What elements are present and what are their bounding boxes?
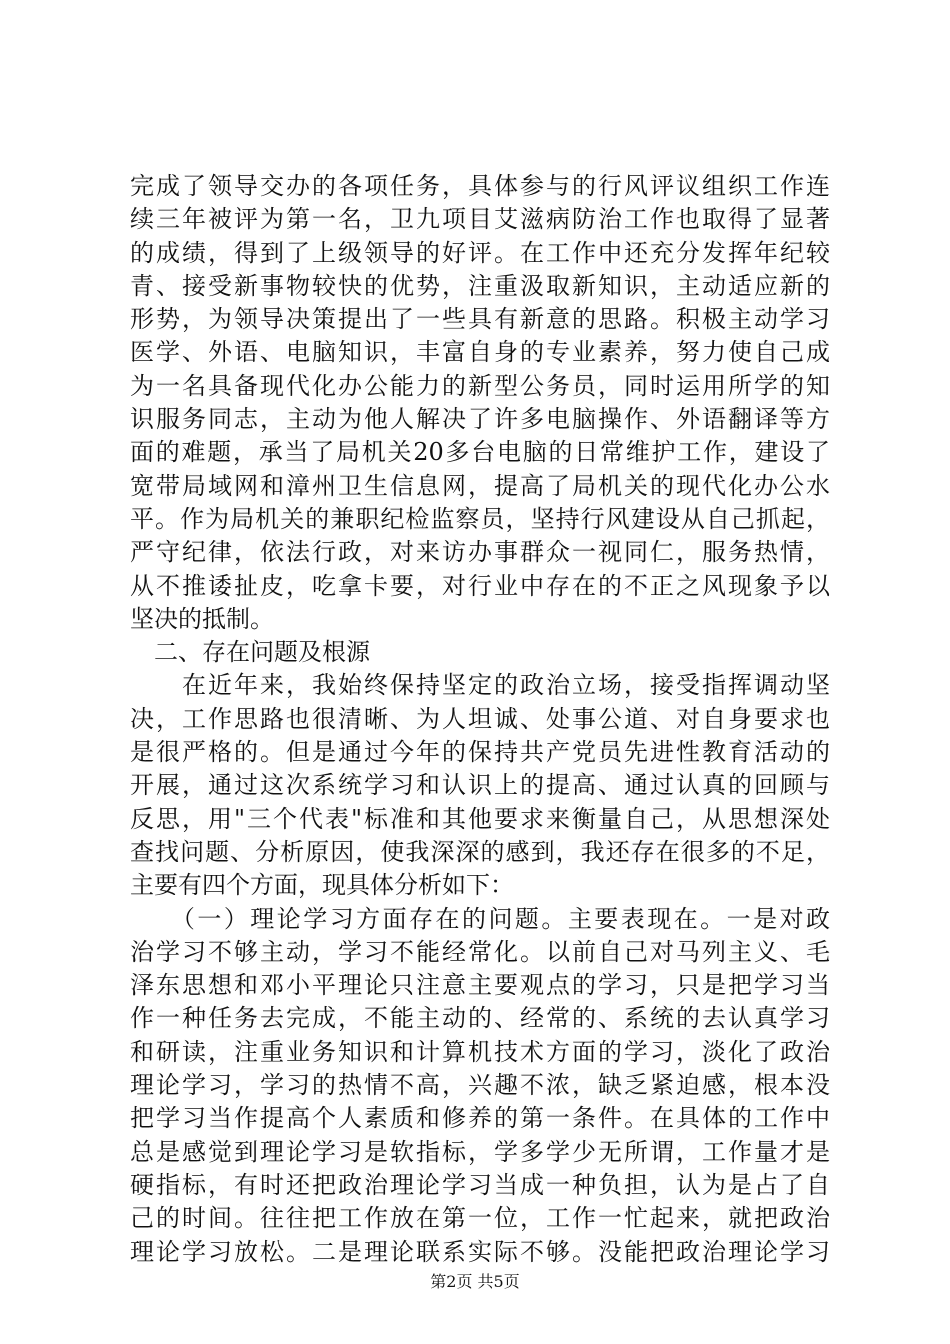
text-line: 完成了领导交办的各项任务，具体参与的行风评议组织工作连: [130, 172, 830, 200]
text-line: 从不推诿扯皮，吃拿卡要，对行业中存在的不正之风现象予以: [130, 571, 830, 600]
text-line: 的成绩，得到了上级领导的好评。在工作中还充分发挥年纪较: [130, 238, 830, 267]
text-line: 硬指标，有时还把政治理论学习当成一种负担，认为是占了自: [130, 1170, 830, 1199]
text-line: 面的难题，承当了局机关20多台电脑的日常维护工作，建设了: [130, 438, 830, 467]
text-line: 是很严格的。但是通过今年的保持共产党员先进性教育活动的: [130, 738, 830, 767]
text-line: 识服务同志，主动为他人解决了许多电脑操作、外语翻译等方: [130, 405, 830, 434]
text-line: 反思，用"三个代表"标准和其他要求来衡量自己，从思想深处: [130, 804, 830, 833]
text-line: 决，工作思路也很清晰、为人坦诚、处事公道、对自身要求也: [130, 704, 830, 733]
text-line: 续三年被评为第一名，卫九项目艾滋病防治工作也取得了显著: [130, 205, 830, 234]
section-heading: 二、存在问题及根源: [130, 638, 370, 667]
document-body: [130, 170, 830, 1269]
text-line: 理论学习，学习的热情不高，兴趣不浓，缺乏紧迫感，根本没: [130, 1071, 830, 1100]
text-line: 医学、外语、电脑知识，丰富自身的专业素养，努力使自己成: [130, 338, 830, 367]
text-line: 把学习当作提高个人素质和修养的第一条件。在具体的工作中: [130, 1104, 830, 1133]
text-line: 和研读，注重业务知识和计算机技术方面的学习，淡化了政治: [130, 1037, 830, 1066]
page-footer: 第2页 共5页: [430, 1272, 520, 1291]
text-line: 青、接受新事物较快的优势，注重汲取新知识，主动适应新的: [130, 271, 830, 300]
text-line: （一）理论学习方面存在的问题。主要表现在。一是对政: [130, 904, 830, 933]
text-line: 开展，通过这次系统学习和认识上的提高、通过认真的回顾与: [130, 771, 830, 800]
text-line: 坚决的抵制。: [130, 604, 274, 633]
text-line: 总是感觉到理论学习是软指标，学多学少无所谓，工作量才是: [130, 1137, 830, 1166]
text-line: 治学习不够主动，学习不能经常化。以前自己对马列主义、毛: [130, 937, 830, 966]
text-line: 严守纪律，依法行政，对来访办事群众一视同仁，服务热情，: [130, 538, 830, 567]
text-line: 主要有四个方面，现具体分析如下：: [130, 871, 514, 900]
text-line: 泽东思想和邓小平理论只注意主要观点的学习，只是把学习当: [130, 971, 830, 1000]
text-line: 在近年来，我始终保持坚定的政治立场，接受指挥调动坚: [130, 671, 830, 700]
text-line: 形势，为领导决策提出了一些具有新意的思路。积极主动学习: [130, 305, 830, 334]
text-line: 宽带局域网和漳州卫生信息网，提高了局机关的现代化办公水: [130, 471, 830, 500]
text-line: 理论学习放松。二是理论联系实际不够。没能把政治理论学习: [130, 1237, 830, 1266]
text-line: 为一名具备现代化办公能力的新型公务员，同时运用所学的知: [130, 371, 830, 400]
text-line: 平。作为局机关的兼职纪检监察员，坚持行风建设从自己抓起，: [130, 504, 830, 533]
text-line: 作一种任务去完成，不能主动的、经常的、系统的去认真学习: [130, 1004, 830, 1033]
text-line: 己的时间。往往把工作放在第一位，工作一忙起来，就把政治: [130, 1204, 830, 1233]
text-line: 查找问题、分析原因，使我深深的感到，我还存在很多的不足，: [130, 837, 830, 866]
